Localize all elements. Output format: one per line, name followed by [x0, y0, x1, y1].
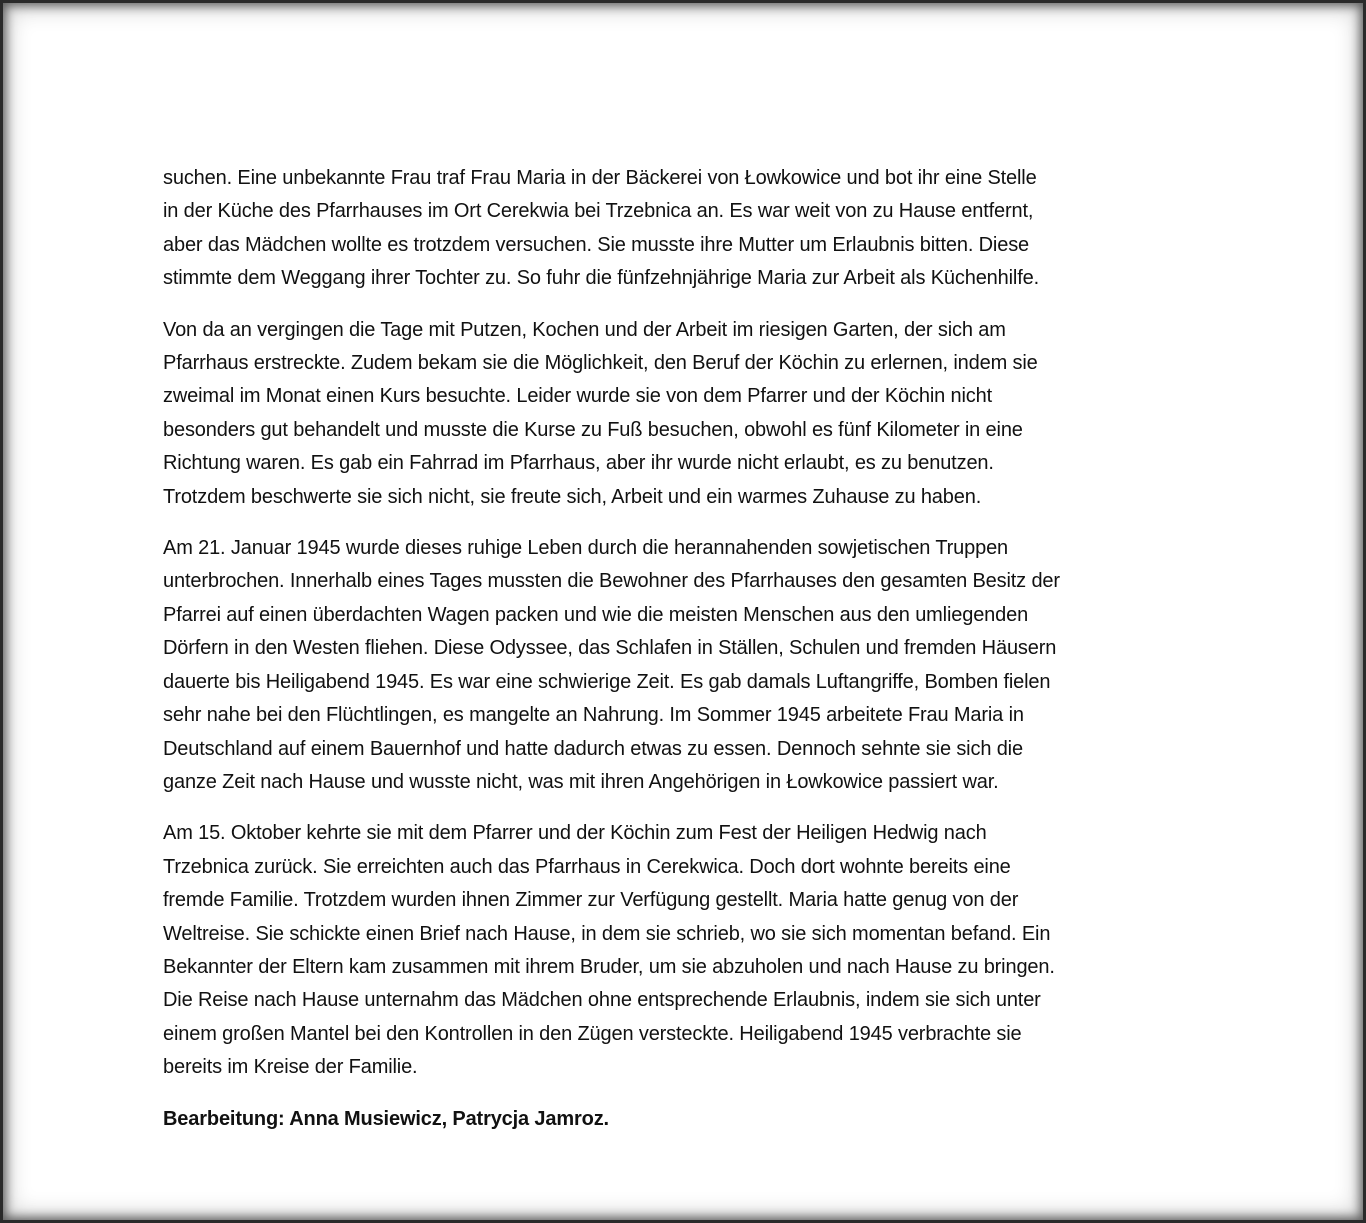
text-line: fremde Familie. Trotzdem wurden ihnen Zimmer zur Verfügung gestellt. Maria hatte genug von der [163, 889, 1019, 912]
paragraph-1 [163, 162, 1218, 296]
text-line: ganze Zeit nach Hause und wusste nicht, was mit ihren Angehörigen in Łowkowice passiert war. [163, 770, 999, 793]
text-line: sehr nahe bei den Flüchtlingen, es mangelte an Nahrung. Im Sommer 1945 arbeitete Frau Maria in [163, 704, 1024, 727]
text-line: Weltreise. Sie schickte einen Brief nach Hause, in dem sie schrieb, wo sie sich momentan befand. Ein [163, 922, 1051, 945]
text-line: Deutschland auf einem Bauernhof und hatte dadurch etwas zu essen. Dennoch sehnte sie sich die [163, 737, 1023, 760]
text-line: stimmte dem Weggang ihrer Tochter zu. So fuhr die fünfzehnjährige Maria zur Arbeit als Küchenhilfe. [163, 267, 1039, 290]
text-line: Trotzdem beschwerte sie sich nicht, sie freute sich, Arbeit und ein warmes Zuhause zu haben. [163, 485, 982, 508]
author-credit: Bearbeitung: Anna Musiewicz, Patrycja Jamroz. [163, 1107, 609, 1130]
text-line: Von da an vergingen die Tage mit Putzen, Kochen und der Arbeit im riesigen Garten, der sich am [163, 318, 1006, 341]
text-line: in der Küche des Pfarrhauses im Ort Cerekwia bei Trzebnica an. Es war weit von zu Hause entfernt, [163, 200, 1034, 223]
text-line: Pfarrei auf einen überdachten Wagen packen und wie die meisten Menschen aus den umliegenden [163, 603, 1029, 626]
text-line: suchen. Eine unbekannte Frau traf Frau Maria in der Bäckerei von Łowkowice und bot ihr eine Stelle [163, 167, 1037, 189]
text-line: unterbrochen. Innerhalb eines Tages mussten die Bewohner des Pfarrhauses den gesamten Besitz der [163, 570, 1060, 593]
paragraph-4 [163, 817, 1218, 1084]
text-line: aber das Mädchen wollte es trotzdem versuchen. Sie musste ihre Mutter um Erlaubnis bitten. Diese [163, 233, 1030, 256]
text-line: Trzebnica zurück. Sie erreichten auch das Pfarrhaus in Cerekwica. Doch dort wohnte bereits eine [163, 855, 1011, 878]
text-line: einem großen Mantel bei den Kontrollen in den Zügen versteckte. Heiligabend 1945 verbrachte sie [163, 1022, 1022, 1045]
text-line: besonders gut behandelt und musste die Kurse zu Fuß besuchen, obwohl es fünf Kilometer in eine [163, 418, 1023, 441]
text-line: Richtung waren. Es gab ein Fahrrad im Pfarrhaus, aber ihr wurde nicht erlaubt, es zu benutzen. [163, 452, 994, 475]
text-line: dauerte bis Heiligabend 1945. Es war eine schwierige Zeit. Es gab damals Luftangriffe, Bomben fielen [163, 670, 1051, 693]
text-line: zweimal im Monat einen Kurs besuchte. Leider wurde sie von dem Pfarrer und der Köchin nicht [163, 385, 992, 408]
text-line: Pfarrhaus erstreckte. Zudem bekam sie die Möglichkeit, den Beruf der Köchin zu erlernen, indem sie [163, 352, 1038, 375]
text-line: Am 15. Oktober kehrte sie mit dem Pfarrer und der Köchin zum Fest der Heiligen Hedwig nach [163, 822, 987, 845]
paragraph-2 [163, 314, 1218, 514]
text-line: bereits im Kreise der Familie. [163, 1056, 418, 1079]
document-body [163, 162, 1218, 1136]
text-line: Dörfern in den Westen fliehen. Diese Odyssee, das Schlafen in Ställen, Schulen und fremden Häusern [163, 637, 1057, 660]
text-line: Die Reise nach Hause unternahm das Mädchen ohne entsprechende Erlaubnis, indem sie sich unter [163, 989, 1041, 1012]
paragraph-3 [163, 532, 1218, 799]
text-line: Am 21. Januar 1945 wurde dieses ruhige Leben durch die herannahenden sowjetischen Truppen [163, 537, 1009, 560]
text-line: Bekannter der Eltern kam zusammen mit ihrem Bruder, um sie abzuholen und nach Hause zu bringen. [163, 955, 1055, 978]
